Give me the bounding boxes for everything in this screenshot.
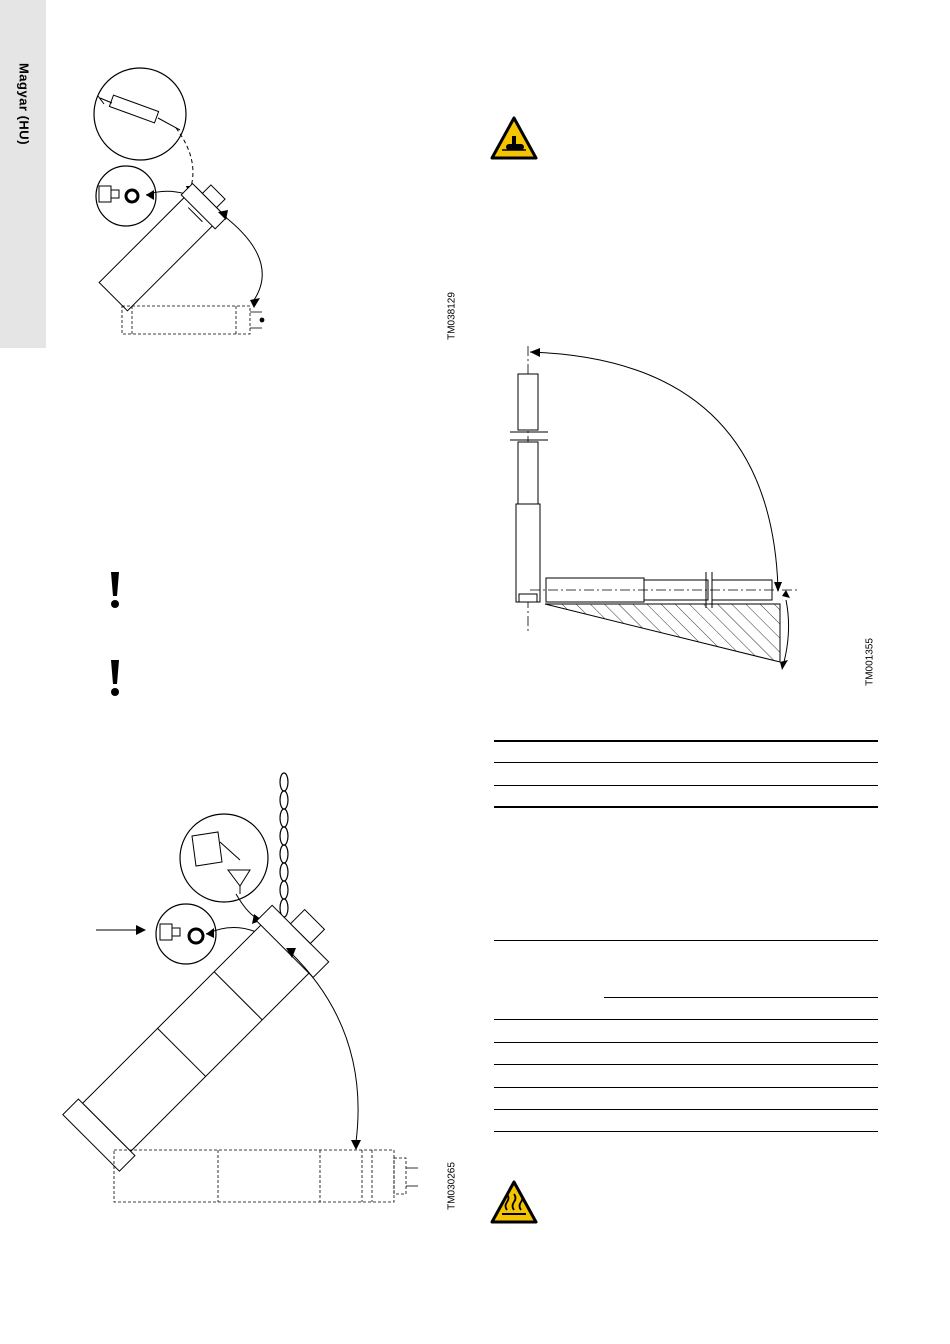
table-rule <box>494 1042 878 1043</box>
table-rule <box>494 762 878 763</box>
table-rule <box>604 997 878 998</box>
table-rule <box>494 1087 878 1088</box>
table-rule <box>494 740 878 742</box>
figure-code-2: TM001355 <box>864 638 876 686</box>
hot-surface-warning-icon <box>490 1180 538 1224</box>
language-label: Magyar (HU) <box>16 62 32 146</box>
table-rule <box>494 1019 878 1020</box>
table-rule <box>494 785 878 786</box>
figure-code-3: TM030265 <box>446 1162 458 1210</box>
hand-crush-warning-icon <box>490 116 538 160</box>
table-rule <box>494 1131 878 1132</box>
exclamation-icon <box>108 658 122 698</box>
table-rule <box>494 1109 878 1110</box>
table-rule <box>494 1064 878 1065</box>
exclamation-icon <box>108 570 122 610</box>
figure-code-1: TM038129 <box>446 292 458 340</box>
table-rule <box>494 806 878 808</box>
table-rule <box>494 940 878 941</box>
